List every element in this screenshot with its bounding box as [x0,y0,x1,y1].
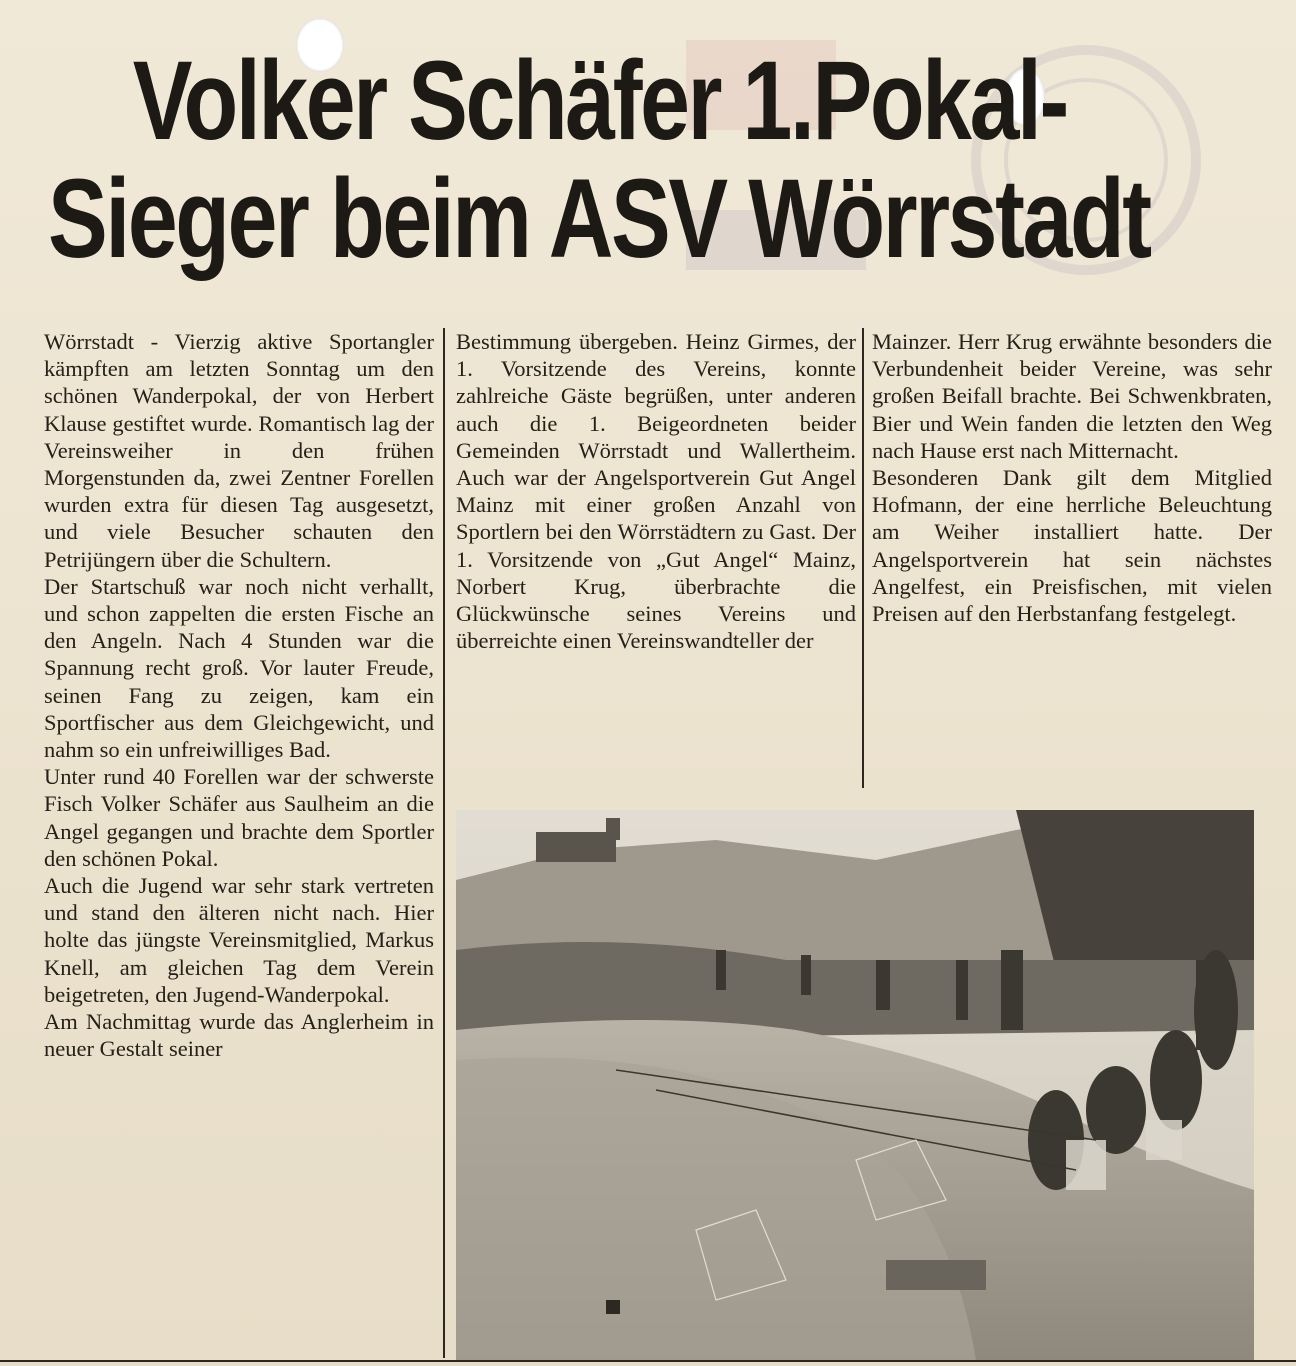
paragraph: Am Nachmittag wurde das Anglerheim in neuer Gestalt seiner [44,1009,434,1062]
article-column-1 [44,328,434,1062]
bottom-rule [0,1360,1296,1362]
news-photo [456,810,1254,1360]
paragraph: Der Startschuß war noch nicht verhallt, und schon zappelten die ersten Fische an den Angeln. Nach 4 Stunden war die Spannung recht groß. Vor lauter Freude, seinen Fang zu zeigen, kam ein Sportfischer aus dem Gleichgewicht, und nahm so ein unfreiwilliges Bad. [44,573,434,763]
photo-scene [456,810,1254,1360]
paragraph: Unter rund 40 Forellen war der schwerste Fisch Volker Schäfer aus Saulheim an die Angel gegangen und brachte dem Sportler den schönen Pokal. [44,764,434,871]
paragraph: Besonderen Dank gilt dem Mitglied Hofmann, der eine herrliche Beleuchtung am Weiher installiert hatte. Der Angelsportverein hat sein nächstes Angelfest, ein Preisfischen, mit vielen Preisen auf den Herbstanfang festgelegt. [872,465,1272,627]
headline-line-2: Sieger beim ASV Wörrstadt [48,156,1150,281]
paragraph: Auch die Jugend war sehr stark vertreten und stand den älteren nicht nach. Hier holte das jüngste Vereinsmitglied, Markus Knell, am gleichen Tag dem Verein beigetreten, den Jugend-Wanderpokal. [44,873,434,1007]
paragraph: Wörrstadt - Vierzig aktive Sportangler kämpften am letzten Sonntag um den schönen Wanderpokal, der von Herbert Klause gestiftet wurde. Romantisch lag der Vereinsweiher in den frühen Morgenstunden da, zwei Zentner Forellen wurden extra für diesen Tag ausgesetzt, und viele Besucher schauten den Petrijüngern über die Schultern. [44,329,434,572]
article-column-2 [456,328,856,654]
paragraph: Mainzer. Herr Krug erwähnte besonders die Verbundenheit beider Vereine, was sehr großen Beifall brachte. Bei Schwenkbraten, Bier und Wein fanden die letzten den Weg nach Hause erst nach Mitternacht. [872,329,1272,463]
paragraph: Bestimmung übergeben. Heinz Girmes, der 1. Vorsitzende des Vereins, konnte zahlreiche Gäste begrüßen, unter anderen auch die 1. Beigeordneten beider Gemeinden Wörrstadt und Wallertheim. Auch war der Angelsportverein Gut Angel Mainz mit einer großen Anzahl von Sportlern bei den Wörrstädtern zu Gast. Der 1. Vorsitzende von „Gut Angel“ Mainz, Norbert Krug, überbrachte die Glückwünsche seines Vereins und überreichte einen Vereinswandteller der [456,329,856,654]
headline-line-1: Volker Schäfer 1.Pokal- [132,38,1067,163]
column-divider [443,328,445,1358]
column-divider [862,328,864,788]
article-column-3 [872,328,1272,627]
headline [48,38,1150,281]
